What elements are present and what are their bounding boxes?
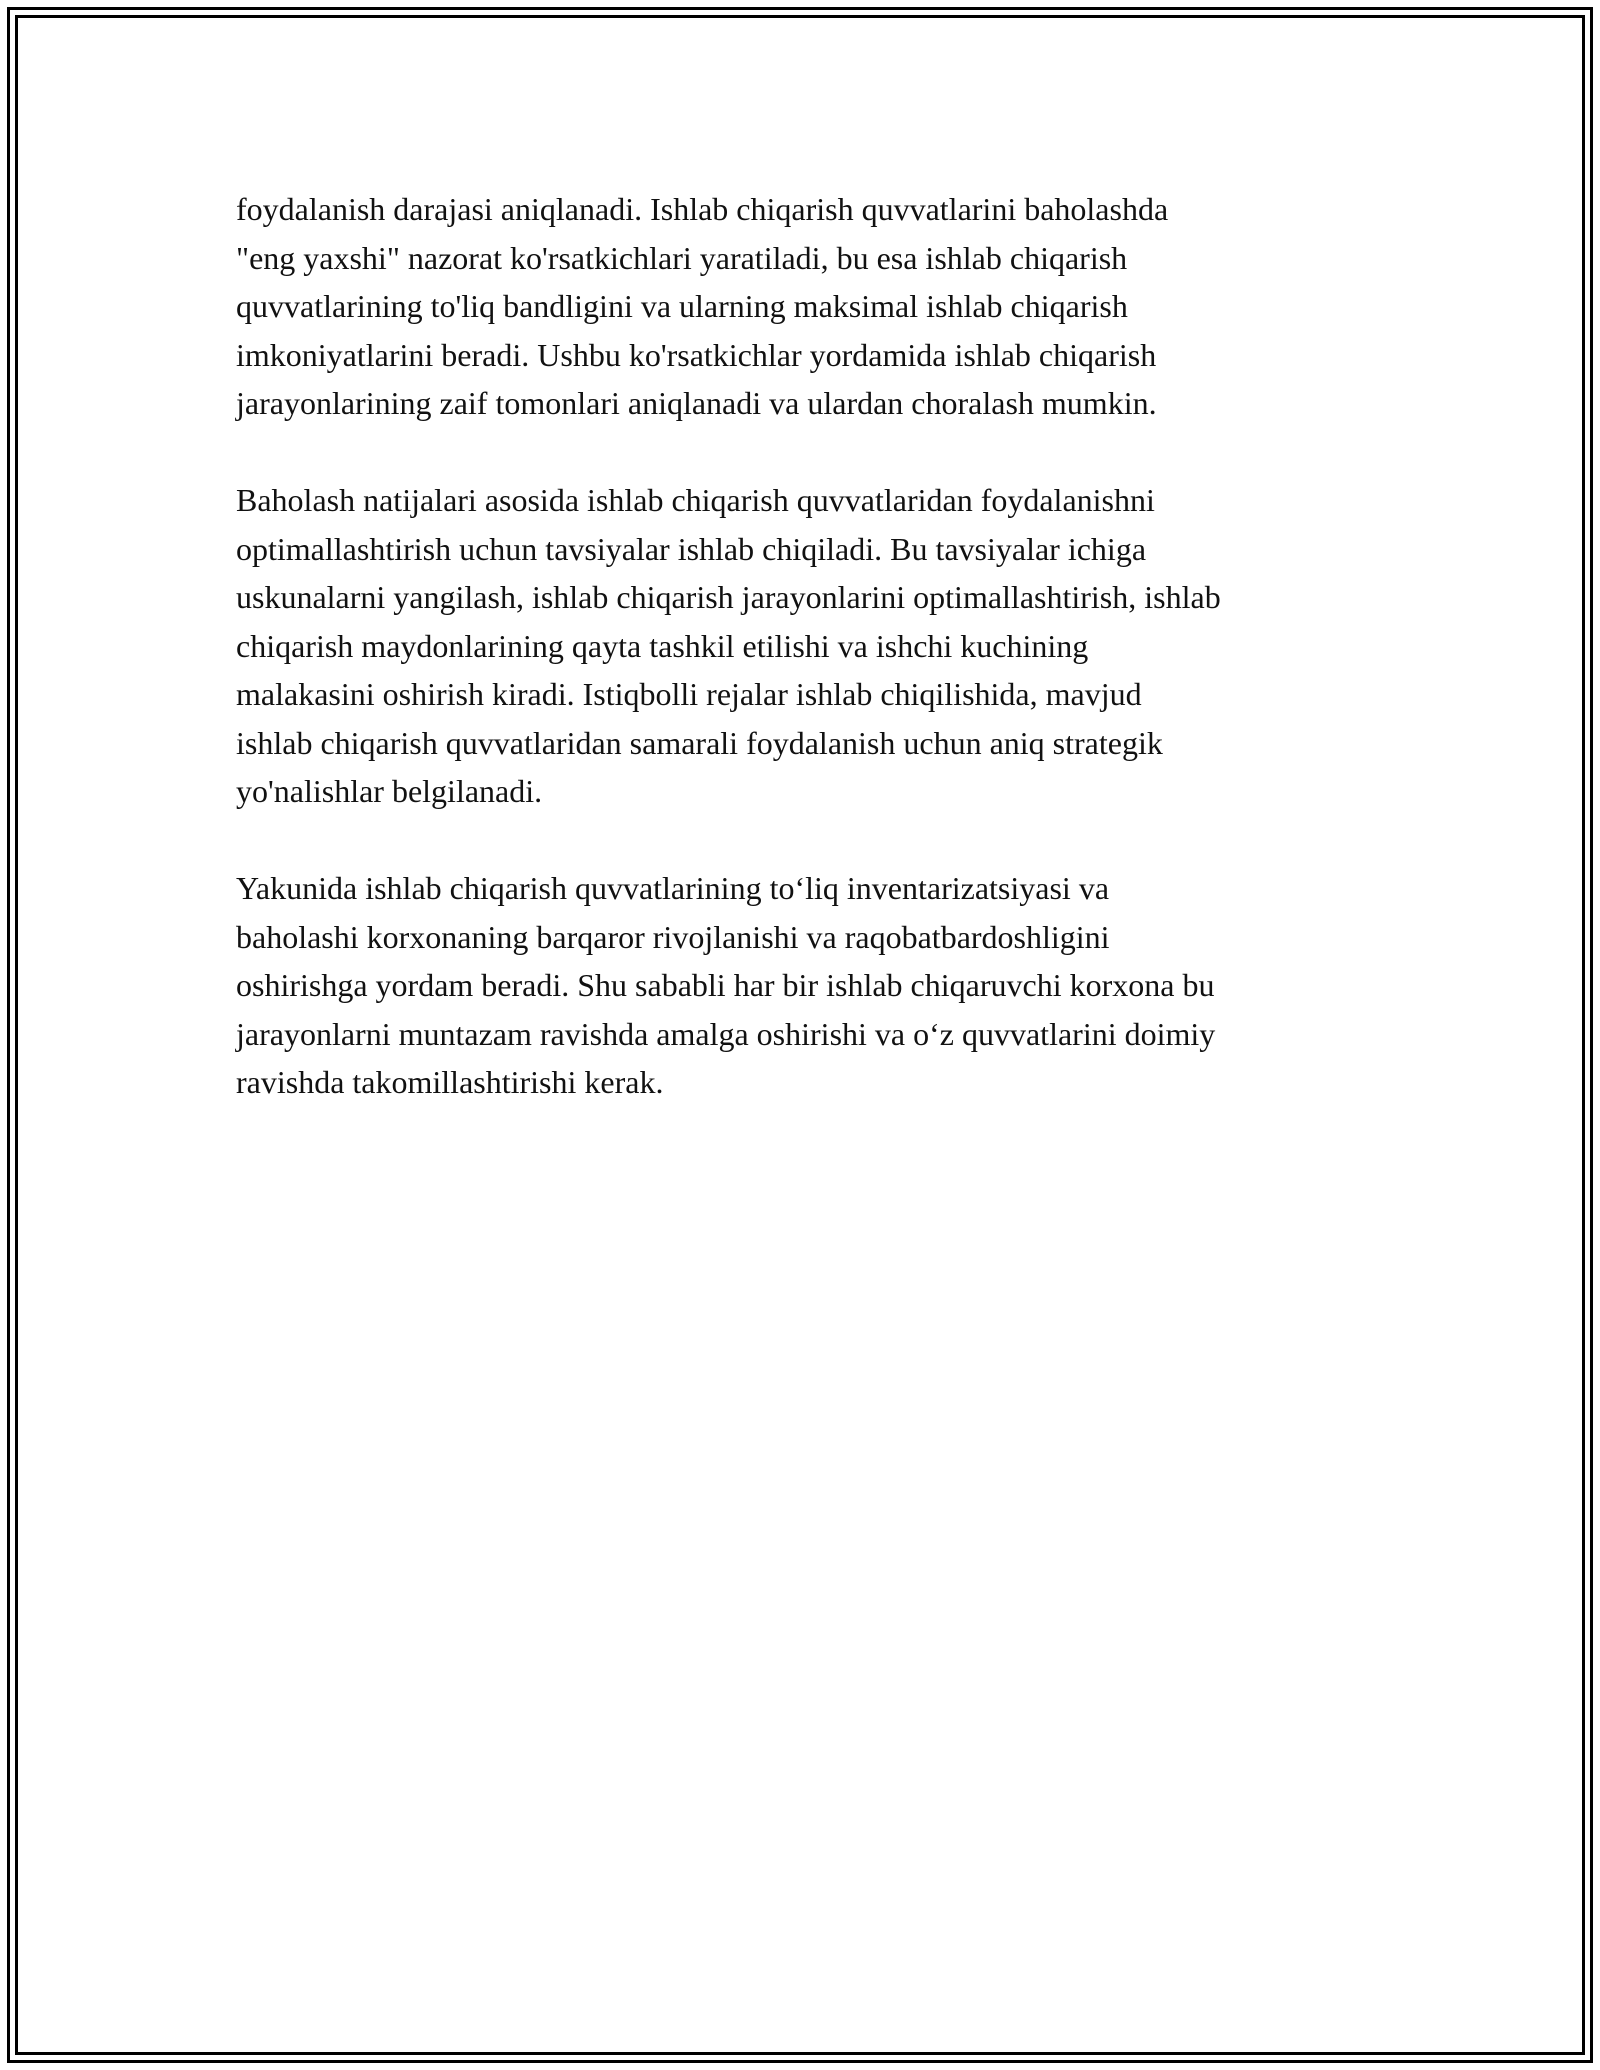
text-line: oshirishga yordam beradi. Shu sababli har bir ishlab chiqaruvchi korxona bu (236, 967, 1215, 1003)
text-line: ishlab chiqarish quvvatlaridan samarali foydalanish uchun aniq strategik (236, 724, 1163, 761)
text-line: malakasini oshirish kiradi. Istiqbolli rejalar ishlab chiqilishida, mavjud (236, 676, 1142, 712)
text-line: Baholash natijalari asosida ishlab chiqarish quvvatlaridan foydalanishni (236, 482, 1155, 518)
paragraph-2 (236, 476, 1386, 816)
text-line: quvvatlarining to'liq bandligini va ularning maksimal ishlab chiqarish (236, 288, 1128, 324)
text-line: baholashi korxonaning barqaror rivojlanishi va raqobatbardoshligini (236, 918, 1110, 955)
text-line: Yakunida ishlab chiqarish quvvatlarining to‘liq inventarizatsiyasi va (236, 870, 1110, 906)
text-line: ravishda takomillashtirishi kerak. (236, 1064, 664, 1100)
text-line: jarayonlarining zaif tomonlari aniqlanadi va ulardan choralash mumkin. (236, 385, 1157, 421)
text-line: yo'nalishlar belgilanadi. (236, 773, 543, 809)
text-line: uskunalarni yangilash, ishlab chiqarish jarayonlarini optimallashtirish, ishlab (236, 579, 1221, 615)
document-body (236, 185, 1386, 1155)
text-line: jarayonlarni muntazam ravishda amalga oshirishi va o‘z quvvatlarini doimiy (236, 1015, 1216, 1052)
paragraph-3 (236, 864, 1386, 1107)
text-line: optimallashtirish uchun tavsiyalar ishlab chiqiladi. Bu tavsiyalar ichiga (236, 530, 1147, 567)
paragraph-1 (236, 185, 1386, 428)
text-line: foydalanish darajasi aniqlanadi. Ishlab chiqarish quvvatlarini baholashda (236, 191, 1169, 227)
text-line: chiqarish maydonlarining qayta tashkil etilishi va ishchi kuchining (236, 627, 1089, 664)
text-line: "eng yaxshi" nazorat ko'rsatkichlari yaratiladi, bu esa ishlab chiqarish (236, 239, 1128, 276)
text-line: imkoniyatlarini beradi. Ushbu ko'rsatkichlar yordamida ishlab chiqarish (236, 336, 1157, 373)
